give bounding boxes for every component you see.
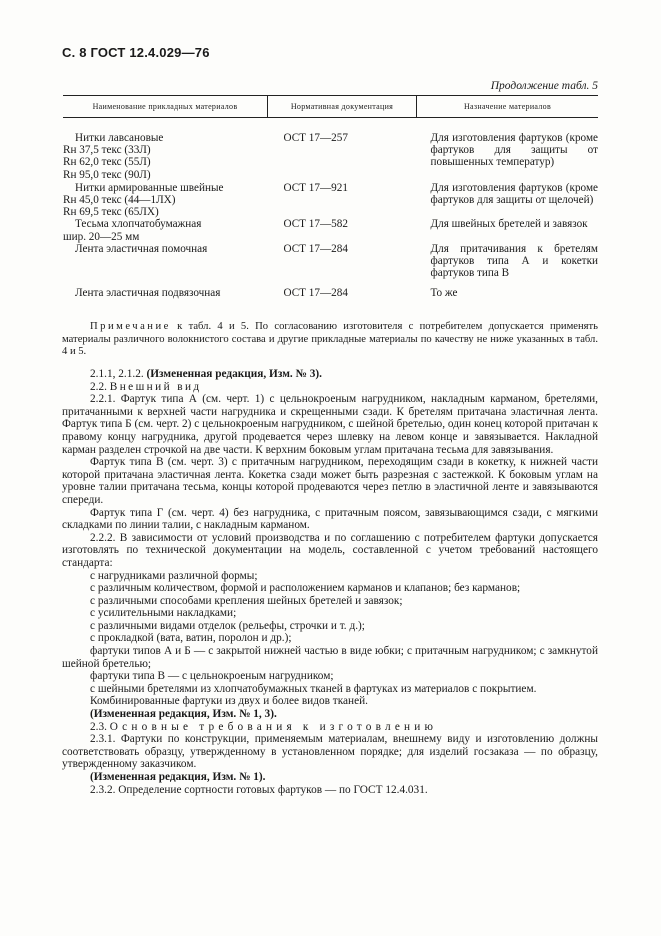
- documentation-cell: ОСТ 17—257: [283, 132, 348, 144]
- material-name: Нитки лавсановые: [75, 132, 164, 144]
- material-spec: Rн 37,5 текс (33Л): [63, 144, 151, 157]
- material-name: Лента эластичная подвязочная: [75, 287, 221, 300]
- table-header-documentation: Нормативная документация: [268, 96, 417, 118]
- note-text: к табл. 4 и 5. По согласованию изготовителя с потребителем допускается применять материалы различного волокнистого состава и другие прикладные материалы по качеству не ниже указанных в табл. 4 и 5.: [62, 321, 598, 358]
- note-label: Примечание: [90, 321, 171, 332]
- material-spec: Rн 45,0 текс (44—1ЛХ): [63, 194, 176, 207]
- materials-table: [63, 95, 598, 300]
- list-item: с нагрудниками различной формы;: [90, 569, 258, 582]
- table-row: [63, 218, 598, 242]
- material-spec: шир. 20—25 мм: [63, 230, 140, 243]
- paragraph: Фартук типа Г (см. черт. 4) без нагрудника, с притачным поясом, завязывающимся сзади, с мягкими складками по линии талии, с накладным карманом.: [62, 506, 598, 532]
- material-name: Нитки армированные швейные: [75, 181, 224, 194]
- paragraph: фартуки типов А и Б — с закрытой нижней частью в виде юбки; с притачным нагрудником; с замкнутой шейной бретелью;: [62, 645, 598, 670]
- list-item: с усилительными накладками;: [90, 607, 237, 620]
- material-spec: Rн 95,0 текс (90Л): [63, 168, 151, 181]
- list-item: с прокладкой (вата, ватин, поролон и др.);: [90, 632, 292, 645]
- section-title: Основные требования к изготовлению: [109, 720, 438, 733]
- clause-number: 2.1.1, 2.1.2.: [90, 368, 147, 380]
- material-spec: Rн 69,5 текс (65ЛХ): [63, 206, 159, 219]
- table-row: [63, 279, 598, 299]
- documentation-cell: ОСТ 17—582: [283, 218, 348, 231]
- table-header-materials: Наименование прикладных материалов: [63, 96, 268, 118]
- paragraph: 2.3.2. Определение сортности готовых фартуков — по ГОСТ 12.4.031.: [90, 783, 428, 796]
- purpose-cell: Для изготовления фартуков (кроме фартуков для защиты от повышенных температур): [430, 132, 598, 169]
- paragraph: Комбинированные фартуки из двух и более видов тканей.: [90, 695, 368, 708]
- section-title: Внешний вид: [109, 380, 202, 393]
- paragraph: 2.3.1. Фартуки по конструкции, применяемым материалам, внешнему виду и изготовлению должны соответствовать образцу, утвержденному в установленном порядке; для изделий госзаказа — по образцу, утвержденному заказчиком.: [62, 733, 598, 771]
- material-name: Лента эластичная помочная: [75, 242, 208, 255]
- section-number: 2.2.: [90, 380, 110, 393]
- documentation-cell: ОСТ 17—284: [283, 242, 348, 255]
- paragraph: фартуки типа В — с цельнокроеным нагрудником;: [90, 670, 334, 683]
- documentation-cell: ОСТ 17—921: [283, 181, 348, 194]
- section-heading: [62, 381, 598, 394]
- purpose-cell: Для изготовления фартуков (кроме фартуков для защиты от щелочей): [430, 181, 598, 207]
- documentation-cell: ОСТ 17—284: [283, 287, 348, 300]
- material-name: Тесьма хлопчатобумажная: [75, 218, 202, 231]
- table-continuation-label: Продолжение табл. 5: [490, 80, 598, 92]
- paragraph: с шейными бретелями из хлопчатобумажных тканей в фартуках из материалов с покрытием.: [90, 682, 537, 695]
- document-body: [62, 368, 598, 796]
- list-item: с различными способами крепления шейных бретелей и завязок;: [90, 594, 403, 607]
- section-heading: [62, 721, 598, 734]
- table-row: [63, 181, 598, 219]
- list-item: с различным количеством, формой и расположением карманов и клапанов; без карманов;: [90, 582, 521, 595]
- purpose-cell: Для притачивания к бретелям фартуков типа А и кокетки фартуков типа В: [430, 242, 598, 280]
- paragraph: 2.2.1. Фартук типа А (см. черт. 1) с цельнокроеным нагрудником, накладным карманом, бретелями, притачанными к верхней части нагрудника и скрещенными сзади. К бретелям притачана эластичная лента. Фартук типа Б (см. черт. 2) с цельнокроеным нагрудником, с шейной бретелью, один конец которой притачан к правому концу нагрудника, другой продевается через шлевку на левом конце и завязывается. Накладной карман разделен строчкой на две части. К верхним боковым углам притачана тесьма для завязывания.: [62, 393, 598, 456]
- table-row: [63, 243, 598, 280]
- amendment-note: (Измененная редакция, Изм. № 1, 3).: [90, 708, 277, 721]
- purpose-cell: Для швейных бретелей и завязок: [430, 218, 588, 231]
- table-row: [63, 132, 598, 181]
- amendment-note: (Измененная редакция, Изм. № 3).: [146, 368, 322, 380]
- purpose-cell: То же: [430, 287, 458, 300]
- paragraph: Фартук типа В (см. черт. 3) с притачным нагрудником, переходящим сзади в кокетку, к нижней части которой притачана эластичная лента. Кокетка сзади может быть разрезная с застежкой. К боковым углам на уровне талии притачана тесьма, концы которой продеваются через петлю в эластичной ленте и завязываются спереди.: [62, 456, 598, 506]
- page-header: С. 8 ГОСТ 12.4.029—76: [62, 45, 210, 60]
- amendment-note: (Измененная редакция, Изм. № 1).: [90, 771, 266, 783]
- table-note: [62, 321, 598, 359]
- paragraph: 2.2.2. В зависимости от условий производства и по соглашению с потребителем фартуки допускается изготовлять по технической документации на модель, составленной с учетом требований настоящего стандарта:: [62, 531, 598, 569]
- paragraph: [62, 368, 598, 381]
- section-number: 2.3.: [90, 720, 110, 733]
- material-spec: Rн 62,0 текс (55Л): [63, 156, 151, 169]
- list-item: с различными видами отделок (рельефы, строчки и т. д.);: [90, 619, 365, 632]
- table-header-purpose: Назначение материалов: [417, 96, 599, 118]
